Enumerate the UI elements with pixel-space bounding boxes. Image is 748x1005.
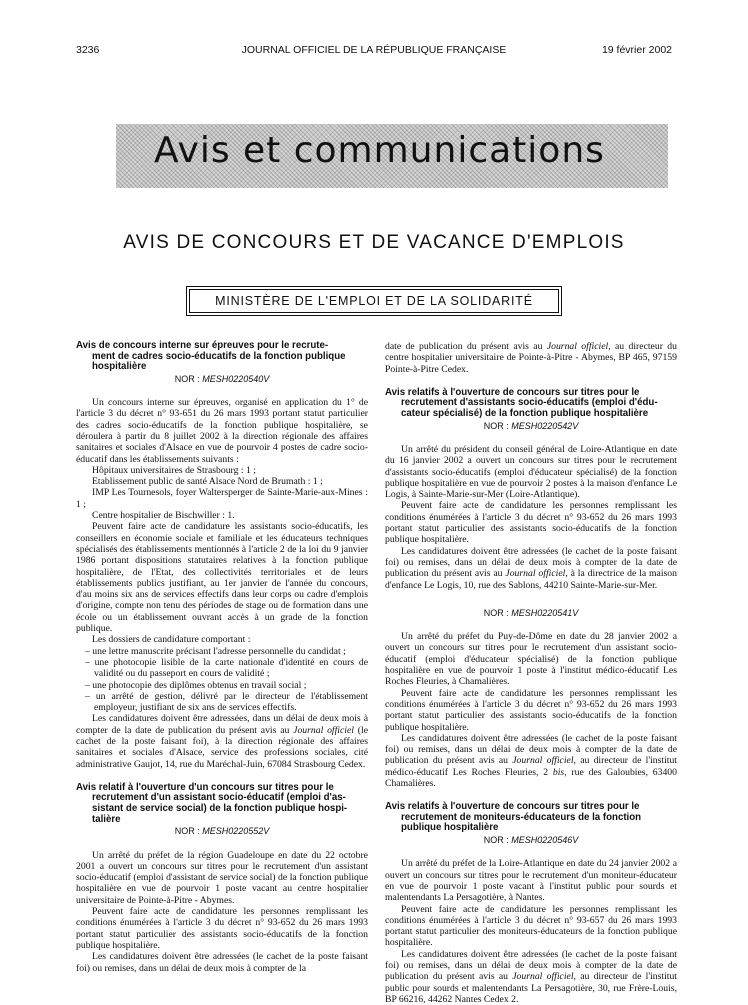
paragraph bbox=[385, 546, 677, 591]
journal-reference: Journal officiel bbox=[512, 755, 574, 767]
journal-reference: Journal officiel bbox=[293, 724, 354, 736]
paragraph: Etablissement public de santé Alsace Nord de Brumath : 1 ; bbox=[92, 476, 323, 488]
nor-reference bbox=[385, 421, 677, 432]
text: Les candidatures doivent être adressées (le cachet de la poste faisant foi) ou remises, dans un délai de deux mois à compter de la date de publication du présent avis au bbox=[385, 732, 677, 767]
paragraph bbox=[76, 713, 368, 769]
ministry-name: MINISTÈRE DE L'EMPLOI ET DE LA SOLIDARITÉ bbox=[215, 294, 533, 308]
nor-label: NOR : bbox=[483, 607, 512, 618]
nor-label: NOR : bbox=[174, 373, 203, 384]
notice-title bbox=[385, 388, 677, 420]
nor-label: NOR : bbox=[174, 826, 203, 837]
paragraph: Peuvent faire acte de candidature les personnes remplissant les conditions énumérées à l'article 3 du décret n° 93-652 du 26 mars 1993 portant statut particulier des assistants socio-éducatifs de la fonction publique hospitalière. bbox=[76, 906, 368, 951]
journal-reference: Journal officiel bbox=[512, 971, 574, 983]
paragraph bbox=[385, 733, 677, 789]
text: , rue des Galoubies, 63400 Chamalières. bbox=[385, 766, 677, 789]
paragraph: Peuvent faire acte de candidature les personnes remplissant les conditions énumérées à l'article 3 du décret n° 93-652 du 26 mars 1993 portant statut particulier des assistants socio-éducatifs de la fonction publique hospitalière. bbox=[385, 687, 677, 733]
notice-title-line: Avis de concours interne sur épreuves pour le recrute- bbox=[76, 340, 329, 351]
paragraph: Un arrêté du préfet du Puy-de-Dôme en date du 28 janvier 2002 a ouvert un concours sur titres pour le recrutement d'un assistant socio-éducatif (emploi d'éducateur spécialisé) de la fonction publique hospitalière en vue de pourvoir 1 poste à l'institut médico-éducatif Les Roches Fleuries, à Chamalières. bbox=[385, 631, 677, 688]
paragraph: Les dossiers de candidature comportant : bbox=[92, 634, 251, 646]
notice-title bbox=[385, 802, 677, 834]
nor-code: MESH0220546V bbox=[511, 835, 579, 846]
notice-title-line: Avis relatifs à l'ouverture de concours sur titres pour le bbox=[385, 801, 640, 813]
notice-cadres-socio-educatifs bbox=[76, 341, 368, 770]
journal-reference: Journal officiel bbox=[505, 568, 566, 580]
list-item: – une lettre manuscrite précisant l'adresse personnelle du candidat ; bbox=[85, 645, 346, 657]
paragraph: Un concours interne sur épreuves, organisé en application du 1° de l'article 3 du décret n° 93-651 du 26 mars 1993 portant statut particulier des cadres socio-éducatifs de la fonction publique hospitalière, se déroulera à partir du 8 juillet 2002 à la direction régionale des affaires sanitaires et sociales d'Alsace en vue de pourvoir 4 postes de cadre socio-éducatif dans les établissements suivants : bbox=[76, 397, 368, 465]
notice-title-line: ment de cadres socio-éducatifs de la fonction publique bbox=[92, 350, 346, 362]
paragraph: Un arrêté du président du conseil général de Loire-Atlantique en date du 16 janvier 2002 a ouvert un concours sur titres pour le recrutement d'assistants socio-éducatifs (emploi d'éducateur spécialisé) de la fonction publique hospitalière en vue de pourvoir 2 postes à la maison d'enfance Le Logis, à Sainte-Marie-sur-Mer (Loire-Atlantique). bbox=[385, 443, 677, 501]
nor-code: MESH0220542V bbox=[511, 420, 579, 431]
notice-title-line: talière bbox=[92, 813, 121, 825]
address-bis: bis bbox=[552, 766, 565, 778]
text: Les candidatures doivent être adressées, dans un délai de deux mois à compter de la date de publication du présent avis au bbox=[76, 713, 368, 736]
text: , au directeur de l'institut médico-éducatif Les Roches Fleuries, 2 bbox=[385, 755, 678, 778]
nor-reference bbox=[385, 608, 677, 619]
notice-title-line: publique hospitalière bbox=[401, 822, 499, 834]
nor-label: NOR : bbox=[483, 420, 512, 431]
section-heading: AVIS DE CONCOURS ET DE VACANCE D'EMPLOIS bbox=[123, 232, 625, 253]
paragraph: Un arrêté du préfet de la région Guadeloupe en date du 22 octobre 2001 a ouvert un concours sur titres pour le recrutement d'un assistant socio-éducatif (emploi d'assistant de service social) de la fonction publique hospitalière en vue de pourvoir 1 poste vacant au centre hospitalier universitaire de Pointe-à-Pitre - Abymes. bbox=[76, 849, 368, 906]
notice-title-line: Avis relatif à l'ouverture d'un concours sur titres pour le bbox=[76, 781, 334, 793]
publication-date: 19 février 2002 bbox=[601, 44, 672, 56]
notice-assistant-service-social bbox=[76, 783, 368, 974]
paragraph: Peuvent faire acte de candidature les assistants socio-éducatifs, les conseillers en économie sociale et familiale et les éducateurs techniques spécialisés des établissements mentionnés à l'article 2 de la loi du 9 janvier 1986 portant dispositions statutaires relatives à la fonction publique hospitalière, de l'Etat, des collectivités territoriales et de leurs établissements publics justifiant, au 1er janvier de l'année du concours, d'au moins six ans de services effectifs dans leur corps ou cadre d'emplois d'origine, compte non tenu des périodes de stage ou de formation dans une école ou un établissement ouvrant accès à un grade de la fonction publique. bbox=[76, 521, 368, 635]
text: , au directeur du centre hospitalier universitaire de Pointe-à-Pitre - Abymes, BP 465, 97159 Pointe-à-Pitre Cedex. bbox=[385, 341, 677, 375]
text: Les candidatures doivent être adressées (le cachet de la poste faisant foi) ou remises, dans un délai de deux mois à compter de la date de publication du présent avis au bbox=[385, 948, 677, 983]
nor-label: NOR : bbox=[483, 835, 512, 846]
nor-code: MESH0220541V bbox=[511, 607, 579, 618]
nor-reference bbox=[76, 826, 368, 837]
notice-title-line: recrutement d'assistants socio-éducatifs (emploi d'édu- bbox=[401, 397, 658, 409]
notice-title-line: recrutement de moniteurs-éducateurs de la fonction bbox=[401, 811, 642, 823]
list-item: – une photocopie lisible de la carte nationale d'identité en cours de validité ou du passeport en cours de validité ; bbox=[85, 656, 368, 680]
paragraph: Peuvent faire acte de candidature les personnes remplissant les conditions énumérées à l'article 3 du décret n° 93-657 du 26 mars 1993 portant statut particulier des moniteurs-éducateurs de la fonction publique hospitalière. bbox=[385, 903, 677, 949]
left-column bbox=[76, 341, 368, 974]
paragraph bbox=[385, 949, 677, 1005]
nor-reference bbox=[76, 374, 368, 385]
list-item: – une photocopie des diplômes obtenus en travail social ; bbox=[85, 679, 307, 691]
journal-title: JOURNAL OFFICIEL DE LA RÉPUBLIQUE FRANÇAISE bbox=[241, 44, 507, 56]
notice-title-line: Avis relatifs à l'ouverture de concours sur titres pour le bbox=[385, 386, 640, 398]
text: (le cachet de la poste faisant foi), à la direction régionale des affaires sanitaires et sociales d'Alsace, service des professions sociales, cité administrative Gaujot, 14, rue du Maréchal-Juin, 67084 Strasbourg Cedex. bbox=[76, 724, 368, 770]
paragraph: Centre hospitalier de Bischwiller : 1. bbox=[92, 510, 235, 522]
text: , à la directrice de la maison d'enfance Le Logis, 10, rue des Sablons, 44210 Sainte-Marie-sur-Mer. bbox=[385, 568, 677, 591]
paragraph: IMP Les Tournesols, foyer Waltersperger de Sainte-Marie-aux-Mines : 1 ; bbox=[76, 487, 368, 510]
text: , au directeur de l'institut public pour sourds et malentendants La Persagotière, 30, rue Frère-Louis, BP 66216, 44262 Nantes Cedex 2. bbox=[385, 971, 678, 1005]
journal-reference: Journal officiel bbox=[546, 341, 609, 352]
notice-title-line: sistant de service social) de la fonction publique hospi- bbox=[92, 803, 348, 815]
paragraph: Hôpitaux universitaires de Strasbourg : 1 ; bbox=[92, 464, 256, 476]
section-banner bbox=[116, 124, 668, 188]
nor-reference bbox=[385, 835, 677, 846]
paragraph-continuation bbox=[385, 341, 677, 375]
notice-title bbox=[76, 341, 368, 373]
banner-title: Avis et communications bbox=[154, 130, 605, 171]
notice-educateurs-specialises bbox=[385, 388, 677, 789]
notice-moniteurs-educateurs bbox=[385, 802, 677, 1005]
paragraph: Les candidatures doivent être adressées (le cachet de la poste faisant foi) ou remises, dans un délai de deux mois à compter de la bbox=[76, 951, 368, 974]
nor-code: MESH0220540V bbox=[202, 373, 270, 384]
page-number: 3236 bbox=[76, 44, 100, 56]
notice-title bbox=[76, 783, 368, 825]
paragraph: Peuvent faire acte de candidature les personnes remplissant les conditions énumérées à l'article 3 du décret n° 93-652 du 26 mars 1993 portant statut particulier des assistants socio-éducatifs de la fonction publique hospitalière. bbox=[385, 500, 677, 546]
list-item: – un arrêté de gestion, délivré par le directeur de l'établissement employeur, justifiant de six ans de services effectifs. bbox=[85, 690, 368, 714]
notice-title-line: hospitalière bbox=[92, 361, 147, 373]
nor-code: MESH0220552V bbox=[202, 826, 270, 837]
text: Les candidatures doivent être adressées (le cachet de la poste faisant foi) ou remises, dans un délai de deux mois à compter de la date de publication du présent avis au bbox=[385, 545, 677, 580]
notice-title-line: recrutement d'un assistant socio-éducatif (emploi d'as- bbox=[92, 792, 346, 804]
notice-title-line: cateur spécialisé) de la fonction publique hospitalière bbox=[401, 408, 649, 420]
right-column bbox=[385, 341, 677, 1005]
paragraph: Un arrêté du préfet de la Loire-Atlantique en date du 24 janvier 2002 a ouvert un concours sur titres pour le recrutement d'un moniteur-éducateur en vue de pourvoir 1 poste vacant à l'institut public pour sourds et malentendants La Persagotière, à Nantes. bbox=[385, 858, 677, 904]
ministry-heading bbox=[186, 286, 562, 316]
text: date de publication du présent avis au bbox=[385, 341, 547, 352]
